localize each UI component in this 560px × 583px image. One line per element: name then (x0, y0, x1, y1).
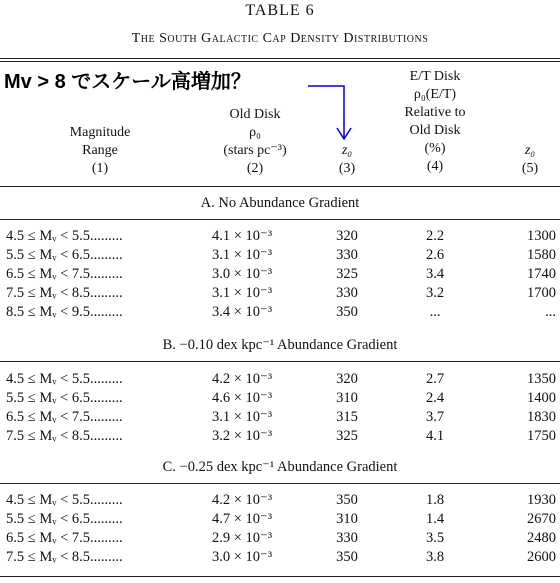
table-row: 5.5 ≤ Mᵥ < 6.5......... 3.1 × 10⁻³ 330 2.6 1580 (6, 247, 556, 263)
table-row: 6.5 ≤ Mᵥ < 7.5......... 2.9 × 10⁻³ 330 3.5 2480 (6, 530, 556, 546)
section-title-b: B. −0.10 dex kpc⁻¹ Abundance Gradient (162, 337, 398, 353)
table-row: 5.5 ≤ Mᵥ < 6.5......... 4.7 × 10⁻³ 310 1.4 2670 (6, 511, 556, 527)
col1-header: Magnitude Range (1) (69, 125, 131, 176)
table-title: The South Galactic Cap Density Distributions (131, 31, 429, 46)
col3-header: z₀ (3) (338, 143, 356, 176)
table-row: 7.5 ≤ Mᵥ < 8.5......... 3.0 × 10⁻³ 350 3.8 2600 (6, 549, 556, 565)
section-title-c: C. −0.25 dex kpc⁻¹ Abundance Gradient (162, 459, 398, 475)
bottom-rule (0, 576, 560, 577)
table-row: 4.5 ≤ Mᵥ < 5.5......... 4.1 × 10⁻³ 320 2.2 1300 (6, 228, 556, 244)
section-b-rule (0, 361, 560, 362)
header-rule (0, 186, 560, 187)
col5-header: z₀ (5) (521, 143, 539, 176)
table-row: 5.5 ≤ Mᵥ < 6.5......... 4.6 × 10⁻³ 310 2.4 1400 (6, 390, 556, 406)
table-row: 6.5 ≤ Mᵥ < 7.5......... 3.1 × 10⁻³ 315 3.7 1830 (6, 409, 556, 425)
col4-header: E/T Disk ρ₀(E/T) Relative to Old Disk (%) (4) (404, 69, 466, 174)
table-row: 8.5 ≤ Mᵥ < 9.5......... 3.4 × 10⁻³ 350 ... ... (6, 304, 556, 320)
section-title-a: A. No Abundance Gradient (200, 195, 360, 211)
table-row: 6.5 ≤ Mᵥ < 7.5......... 3.0 × 10⁻³ 325 3.4 1740 (6, 266, 556, 282)
handwritten-annotation: Mv > 8 でスケール高増加？ (4, 71, 251, 93)
table-row: 4.5 ≤ Mᵥ < 5.5......... 4.2 × 10⁻³ 350 1.8 1930 (6, 492, 556, 508)
table-row: 7.5 ≤ Mᵥ < 8.5......... 3.1 × 10⁻³ 330 3.2 1700 (6, 285, 556, 301)
section-c-rule (0, 483, 560, 484)
table-row: 7.5 ≤ Mᵥ < 8.5......... 3.2 × 10⁻³ 325 4.1 1750 (6, 428, 556, 444)
section-a-rule (0, 219, 560, 220)
table-number: TABLE 6 (245, 2, 315, 19)
col2-header: Old Disk ρ₀ (stars pc⁻³) (2) (223, 107, 287, 176)
table-row: 4.5 ≤ Mᵥ < 5.5......... 4.2 × 10⁻³ 320 2.7 1350 (6, 371, 556, 387)
